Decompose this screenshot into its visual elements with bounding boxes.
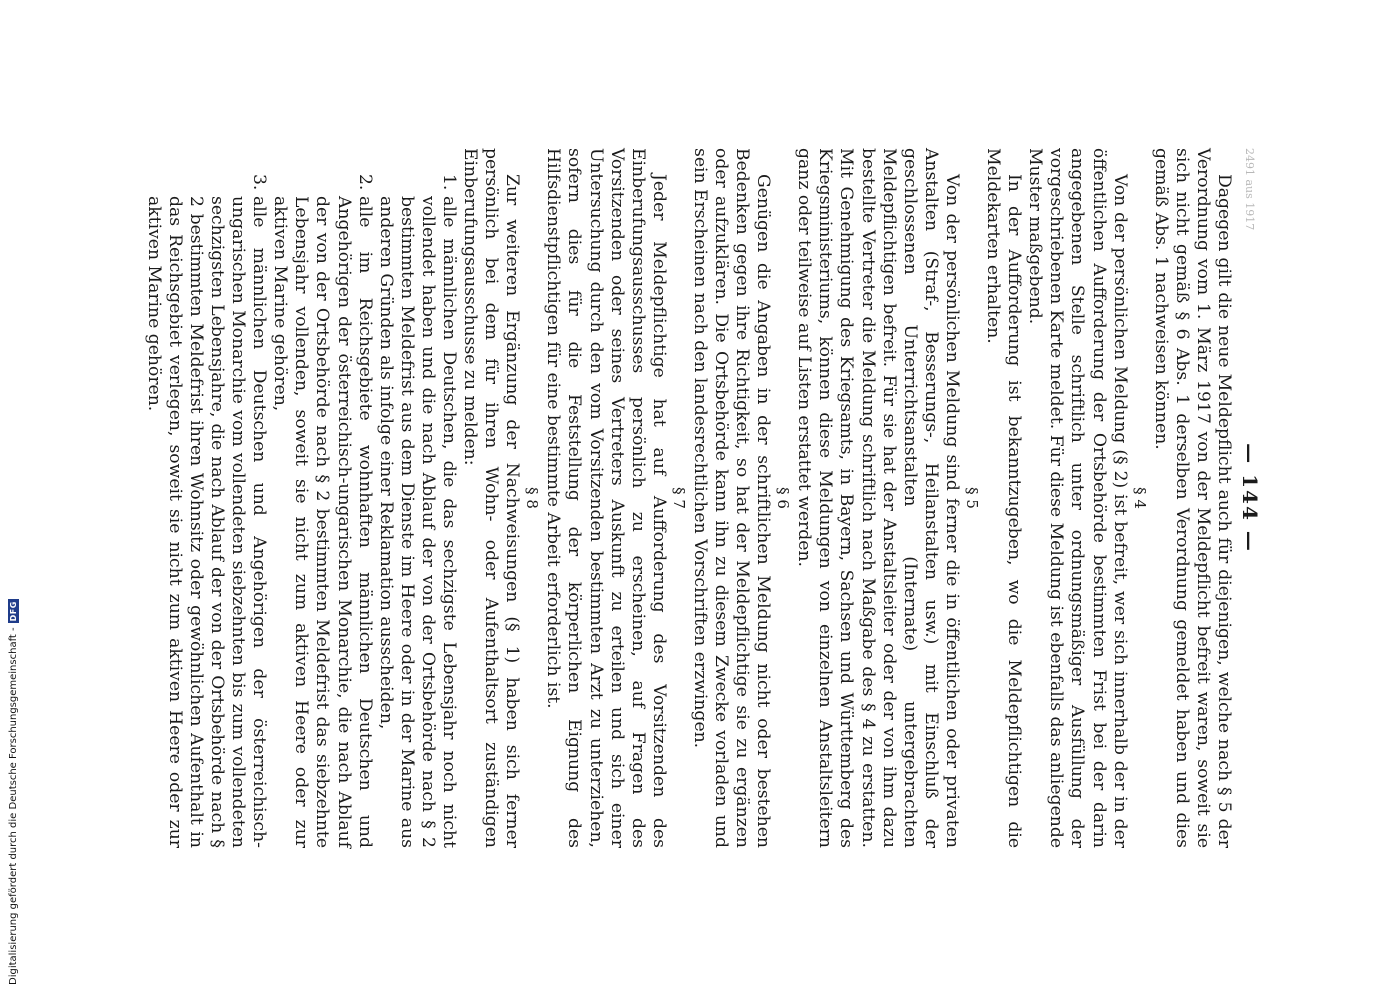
- page-number: — 144 —: [1237, 443, 1262, 553]
- section-8: [143, 148, 542, 848]
- section-paragraph: In der Aufforderung ist bekanntzugeben, wo die Meldepflichtigen die Meldekarten erhalten.: [983, 148, 1025, 848]
- list-item-number: 3.: [249, 174, 270, 191]
- list-item-number: 1.: [439, 174, 459, 191]
- list-item: [375, 174, 459, 848]
- list-item-text: alle männlichen Deutschen, die das sechzigste Lebensjahr noch nicht vollendet haben und die nach Ablauf der von der Ortsbehörde nach § 2 bestimmten Meldefrist aus dem Dienste im Heere oder in der Marine aus anderen Gründen als infolge einer Reklamation ausscheiden,: [375, 196, 459, 848]
- list-item-number: 2.: [354, 174, 375, 191]
- section-heading: § 5: [962, 487, 981, 509]
- section-heading: § 6: [774, 487, 793, 509]
- section-5: [793, 148, 981, 848]
- section-paragraph: Jeder Meldepflichtige hat auf Aufforderung des Vorsitzenden des Einberufungsausschusses persönlich zu erscheinen, auf Fragen des Vorsitzenden oder seines Vertreters Auskunft zu erteilen und sich einer Untersuchung durch den vom Vorsitzenden bestimmten Arzt zu unterziehen, sofern dies für die Feststellung der körperlichen Eignung des Hilfsdienstpflichtigen für eine bestimmte Arbeit erforderlich ist.: [543, 148, 669, 848]
- section-heading: § 7: [669, 487, 688, 509]
- section-paragraph: Von der persönlichen Meldung (§ 2) ist befreit, wer sich innerhalb der in der öffentlichen Aufforderung der Ortsbehörde bestimmten Frist bei der darin angegebenen Stelle schriftlich unter ordnungsmäßiger Ausfüllung der vorgeschriebenen Karte meldet. Für diese Meldung ist ebenfalls das anliegende Muster maßgebend.: [1025, 148, 1130, 848]
- section-4: [982, 148, 1149, 848]
- section-paragraph: Genügen die Angaben in der schriftlichen Meldung nicht oder bestehen Bedenken gegen ihre Richtigkeit, so hat der Meldepflichtige sie zu ergänzen oder aufzuklären. Die Ortsbehörde kann ihn zu diesem Zwecke vorladen und sein Erscheinen nach den landesrechtlichen Vorschriften erzwingen.: [689, 148, 774, 848]
- section-7: [542, 148, 688, 848]
- section-6: [689, 148, 792, 848]
- list-item: [143, 174, 270, 848]
- section-paragraph: Von der persönlichen Meldung sind ferner die in öffentlichen oder privaten Anstalten (Straf-, Besserungs-, Heilanstalten usw.) mit Einschluß der geschlossenen Unterrichtsanstalten (Internate) untergebrachten Meldepflichtigen befreit. Für sie hat der Anstaltsleiter oder der von ihm dazu bestellte Vertreter die Meldung schriftlich nach Maßgabe des § 4 zu erstatten. Mit Genehmigung des Kriegsamts, in Bayern, Sachsen und Württemberg des Kriegsministeriums, können diese Meldungen von einzelnen Anstaltsleitern ganz oder teilweise auf Listen erstattet werden.: [794, 148, 962, 848]
- dfg-logo: DFG: [9, 601, 18, 622]
- digitization-credit: [0, 0, 19, 1000]
- list-item: [269, 174, 374, 848]
- section-heading: § 8: [523, 487, 542, 509]
- list-item-text: alle männlichen Deutschen und Angehörigen der österreichisch-ungarischen Monarchie vom vollendeten siebzehnten bis zum vollendeten sechzigsten Lebensjahre, die nach Ablauf der von der Ortsbehörde nach § 2 bestimmten Meldefrist ihren Wohnsitz oder gewöhnlichen Aufenthalt in das Reichsgebiet verlegen, soweit sie nicht zum aktiven Heere oder zur aktiven Marine gehören.: [143, 196, 270, 848]
- section-heading: § 4: [1130, 487, 1149, 509]
- intro-paragraph: Dagegen gilt die neue Meldepflicht auch für diejenigen, welche nach § 5 der Verordnung vom 1. März 1917 von der Meldepflicht befreit waren, soweit sie sich nicht gemäß § 6 Abs. 1 derselben Verordnung gemeldet haben und dies gemäß Abs. 1 nachweisen können.: [1150, 148, 1234, 848]
- page-header: [1236, 148, 1262, 848]
- scanned-page: [143, 148, 1262, 848]
- credit-text: Digitalisierung gefördert durch die Deutsche Forschungsgemeinschaft -: [8, 627, 19, 985]
- section-paragraph: Zur weiteren Ergänzung der Nachweisungen (§ 1) haben sich ferner persönlich bei dem für ihren Wohn- oder Aufenthaltsort zuständigen Einberufungsausschusse zu melden:: [460, 148, 523, 848]
- list-item-text: alle im Reichsgebiete wohnhaften männlichen Deutschen und Angehörigen der österreichisch-ungarischen Monarchie, die nach Ablauf der von der Ortsbehörde nach § 2 bestimmten Meldefrist das siebzehnte Lebensjahr vollenden, soweit sie nicht zum aktiven Heere oder zur aktiven Marine gehören,: [270, 196, 375, 848]
- enumerated-list: [143, 148, 459, 848]
- corner-stamp: 2491 aus 1917: [1243, 148, 1256, 231]
